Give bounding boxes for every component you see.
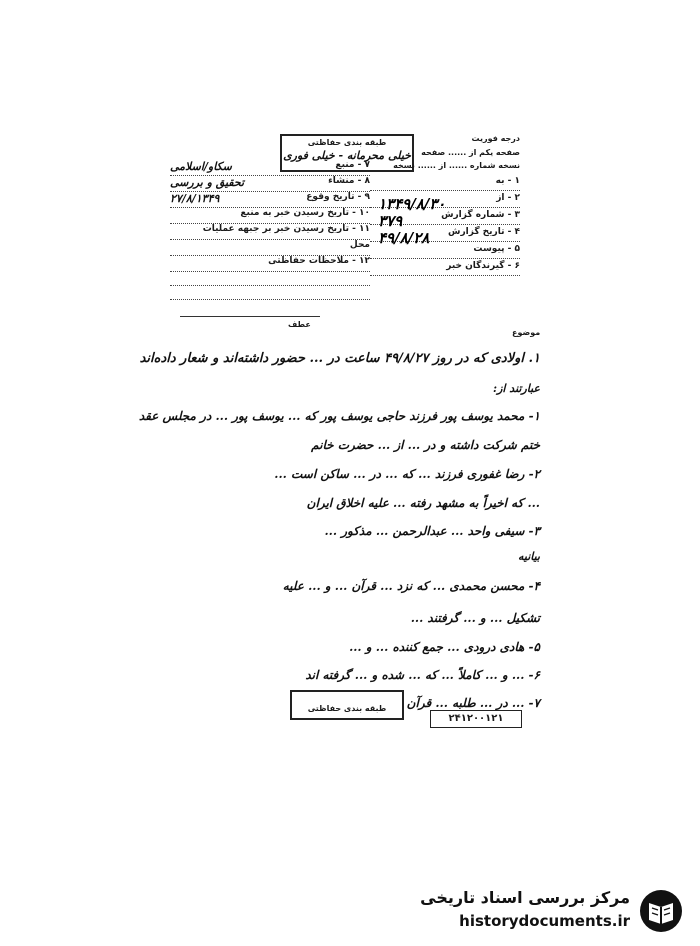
- body-line: ۲- رضا غفوری فرزند ... که ... در ... ساکن است ...: [274, 467, 540, 481]
- priority-label: درجه فوریت: [471, 134, 520, 143]
- field-source-value: سکاو/اسلامی: [170, 160, 232, 173]
- document-sheet: [130, 120, 550, 730]
- field-from: ۲ - از: [370, 193, 520, 208]
- book-icon: [636, 888, 686, 934]
- body-line: ۷- ... در ... طلبه ... قرآن: [406, 696, 540, 710]
- field-origin-value: تحقیق و بررسی: [170, 176, 245, 189]
- field-location: محل: [170, 240, 370, 256]
- body-line: ۳- سیفی واحد ... عبدالرحمن ... مذکور ...: [324, 524, 540, 538]
- subject-label: موضوع: [512, 328, 541, 337]
- body-line: ۶- ... و ... کاملاً ... که ... شده و ... گرفته اند: [305, 668, 540, 682]
- watermark: [412, 884, 694, 940]
- body-line: ۱- محمد یوسف پور فرزند حاجی یوسف پور که ... یوسف پور ... در مجلس عقد: [138, 409, 540, 423]
- body-line: عبارتند از:: [493, 382, 540, 395]
- left-fields: [170, 160, 370, 300]
- field-news-to-source: ۱۰ - تاریخ رسیدن خبر به منبع: [170, 208, 370, 224]
- body-line: ۵- هادی درودی ... جمع کننده ... و ...: [349, 640, 540, 654]
- field-event-date: ۹ - تاریخ وقوع ۲۷/۸/۱۳۴۹: [170, 192, 370, 208]
- page-line: صفحه یکم از ...... صفحه: [421, 148, 520, 157]
- field-report-number: ۳ - شماره گزارش: [370, 210, 520, 225]
- body-line: ... که اخیراً به مشهد رفته ... علیه اخلاق ایران: [306, 496, 540, 510]
- field-attachment: ۵ - پیوست: [370, 244, 520, 259]
- field-report-date: ۴ - تاریخ گزارش: [370, 227, 520, 242]
- field-security-notes: ۱۲ - ملاحظات حفاظتی: [170, 256, 370, 272]
- field-event-date-value: ۲۷/۸/۱۳۴۹: [170, 192, 220, 205]
- blank-line-2: [170, 286, 370, 300]
- footer-classification-stamp: [290, 690, 404, 720]
- body-line: تشکیل ... و ... گرفتند ...: [410, 611, 540, 625]
- field-source: ۷ - منبع سکاو/اسلامی: [170, 160, 370, 176]
- report-body: [130, 342, 540, 716]
- stamp-value: خیلی محرمانه - خیلی فوری: [283, 149, 411, 162]
- copy-line: نسخه شماره ...... از ...... نسخه: [393, 161, 520, 170]
- field-news-to-ops: ۱۱ - تاریخ رسیدن خبر بر جبهه عملیات: [170, 224, 370, 240]
- field-recipients: ۶ - گیرندگان خبر: [370, 261, 520, 276]
- atf-label: عطف: [288, 320, 311, 329]
- subject-divider: [180, 316, 320, 317]
- field-to: ۱ - به: [370, 176, 520, 191]
- footer-stamp-label: طبقه بندی حفاظتی: [307, 704, 387, 713]
- body-line: بیانیه: [517, 550, 540, 563]
- body-line: ۱. اولادی که در روز ۴۹/۸/۲۷ ساعت در ... حضور داشته‌اند و شعار داده‌اند: [139, 351, 540, 366]
- handwritten-numbers: ۱۳۴۹/۸/۳۰ ۳۷۹ ۴۹/۸/۲۸: [378, 195, 446, 247]
- watermark-url[interactable]: historydocuments.ir: [459, 912, 630, 930]
- stamp-title: طبقه بندی حفاظتی: [307, 138, 387, 147]
- blank-line-1: [170, 272, 370, 286]
- body-line: ختم شرکت داشته و در ... از ... حضرت خانم: [311, 438, 540, 452]
- body-line: ۴- محسن محمدی ... که نزد ... قرآن ... و ... علیه: [282, 579, 540, 593]
- footer-code-box: ۲۴۱۲۰۰۱۲۱: [430, 710, 522, 728]
- watermark-title: مرکز بررسی اسناد تاریخی: [420, 888, 630, 907]
- field-origin: ۸ - منشاء تحقیق و بررسی: [170, 176, 370, 192]
